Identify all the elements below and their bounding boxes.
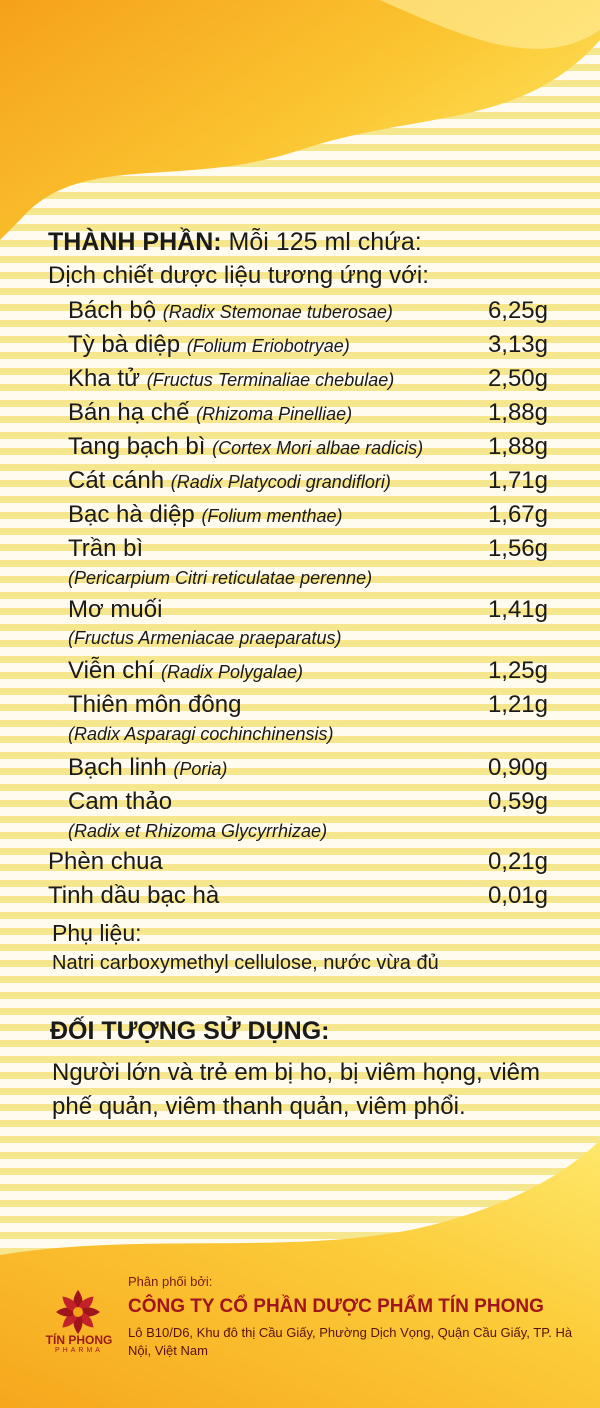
ingredient-amount: 1,25g: [487, 657, 548, 684]
composition-intro: Dịch chiết dược liệu tương ứng với:: [48, 262, 429, 289]
ingredient-name: Phèn chua: [48, 848, 163, 875]
ingredient-amount: 3,13g: [487, 331, 548, 358]
ingredient-amount: 1,21g: [487, 691, 548, 718]
ingredient-name: Bách bộ: [68, 297, 157, 324]
ingredient-amount: 0,21g: [487, 848, 548, 875]
ingredient-row: [0, 467, 600, 499]
ingredient-latin: (Fructus Terminaliae chebulae): [146, 370, 395, 390]
ingredient-amount: 1,88g: [487, 399, 548, 426]
ingredient-latin: (Rhizoma Pinelliae): [196, 404, 353, 424]
ingredient-latin: (Poria): [173, 759, 228, 779]
composition-per-volume: Mỗi 125 ml chứa:: [221, 228, 422, 256]
ingredient-name: Bạc hà diệp: [68, 501, 195, 528]
ingredient-amount: 0,90g: [487, 754, 548, 781]
ingredient-name: Mơ muối: [68, 596, 163, 623]
ingredient-row: [0, 848, 600, 880]
ingredient-latin: (Radix Platycodi grandiflori): [170, 472, 391, 492]
ingredient-name: Trần bì: [68, 535, 144, 562]
ingredient-amount: 1,56g: [487, 535, 548, 562]
ingredient-latin: (Fructus Armeniacae praeparatus): [68, 628, 342, 648]
ingredient-row: [0, 501, 600, 533]
ingredient-row: [0, 882, 600, 914]
ingredient-row: [0, 657, 600, 689]
ingredient-name: Bán hạ chế: [68, 399, 190, 426]
ingredient-name: Cát cánh: [68, 467, 165, 494]
company-address: Lô B10/D6, Khu đô thị Cầu Giấy, Phường Dịch Vọng, Quận Cầu Giấy, TP. Hà Nội, Việt Nam: [128, 1325, 573, 1358]
ingredient-name: Tang bạch bì: [68, 433, 206, 460]
ingredient-latin: (Radix Asparagi cochinchinensis): [68, 724, 334, 744]
ingredient-amount: 6,25g: [487, 297, 548, 324]
ingredient-name: Kha tử: [68, 365, 141, 392]
composition-label: THÀNH PHẦN:: [48, 228, 222, 256]
ingredient-row: [0, 297, 600, 329]
ingredient-name: Tỳ bà diệp: [68, 331, 181, 358]
ingredient-row: [0, 331, 600, 363]
ingredient-name: Thiên môn đông: [68, 691, 242, 718]
ingredient-row: [0, 788, 600, 820]
ingredient-row: [0, 691, 600, 723]
ingredient-amount: 1,71g: [487, 467, 548, 494]
ingredient-latin: (Radix et Rhizoma Glycyrrhizae): [68, 821, 328, 841]
composition-heading: [48, 228, 422, 257]
ingredient-name: Tinh dầu bạc hà: [48, 882, 220, 909]
ingredient-name: Viễn chí: [68, 657, 155, 684]
distributed-by-label: Phân phối bởi:: [128, 1274, 213, 1289]
target-users-title: ĐỐI TƯỢNG SỬ DỤNG:: [50, 1017, 330, 1045]
ingredient-row: [0, 596, 600, 628]
ingredient-amount: 0,01g: [487, 882, 548, 909]
ingredient-name: Cam thảo: [68, 788, 173, 815]
ingredient-row: [0, 399, 600, 431]
logo-name: TÍN PHONG: [45, 1333, 113, 1347]
ingredient-latin: (Folium menthae): [201, 506, 343, 526]
ingredient-row: [0, 433, 600, 465]
ingredient-amount: 1,41g: [487, 596, 548, 623]
ingredient-amount: 1,88g: [487, 433, 548, 460]
ingredient-name: Bạch linh: [68, 754, 167, 781]
ingredient-amount: 2,50g: [487, 365, 548, 392]
target-users-text: Người lớn và trẻ em bị ho, bị viêm họng, viêm phế quản, viêm thanh quản, viêm phổi.: [52, 1059, 540, 1120]
ingredient-amount: 0,59g: [487, 788, 548, 815]
ingredient-row: [0, 535, 600, 567]
ingredient-row: [0, 754, 600, 786]
ingredient-row: [0, 365, 600, 397]
ingredient-amount: 1,67g: [487, 501, 548, 528]
ingredient-latin: (Cortex Mori albae radicis): [212, 438, 424, 458]
ingredient-latin: (Folium Eriobotryae): [186, 336, 350, 356]
company-name: CÔNG TY CỔ PHẦN DƯỢC PHẨM TÍN PHONG: [128, 1296, 544, 1317]
excipients-label: Phụ liệu:: [52, 920, 142, 946]
logo-subtitle: PHARMA: [55, 1347, 103, 1354]
ingredient-latin: (Radix Stemonae tuberosae): [162, 302, 393, 322]
ingredient-latin: (Pericarpium Citri reticulatae perenne): [68, 568, 373, 588]
excipients-text: Natri carboxymethyl cellulose, nước vừa đủ: [52, 952, 439, 974]
ingredient-latin: (Radix Polygalae): [160, 662, 304, 682]
